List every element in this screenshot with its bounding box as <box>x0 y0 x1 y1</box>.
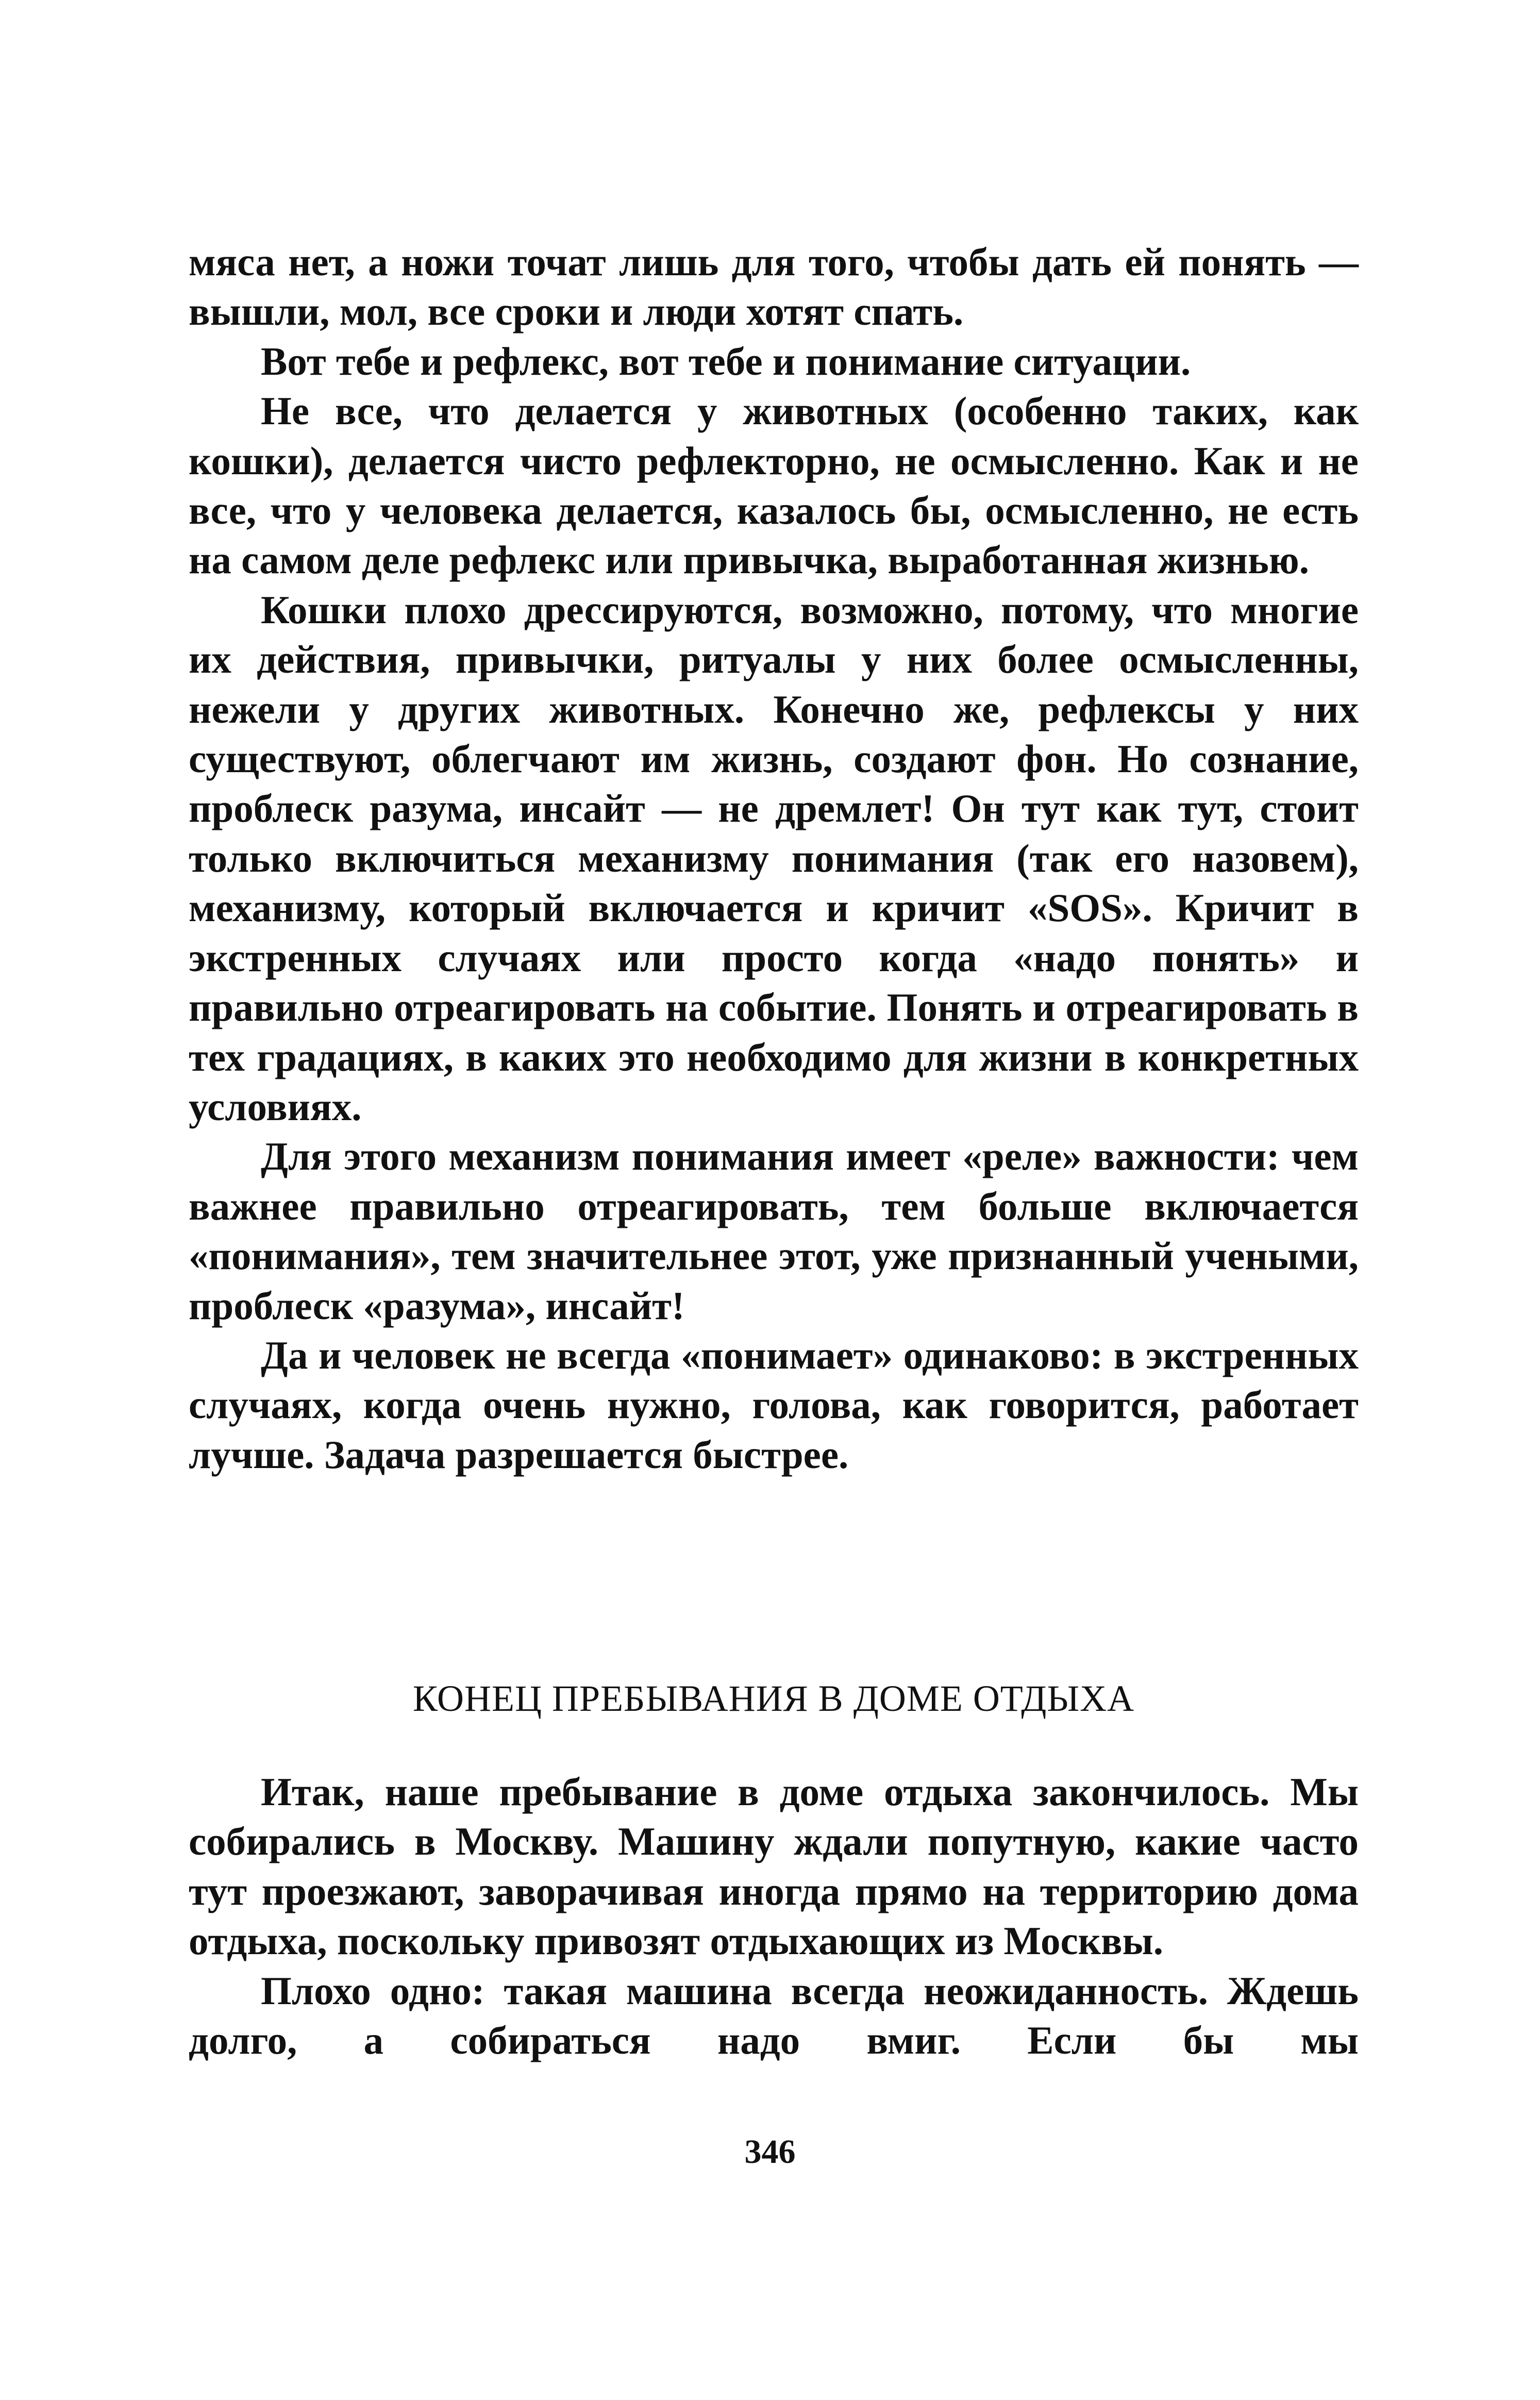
paragraph-5: Для этого механизм понимания имеет «реле» важности: чем важнее правильно отреагировать, тем больше включается «понимания», тем значительнее этот, уже признанный учеными, проблеск «разума», инсайт! <box>189 1134 1359 1328</box>
page-number: 346 <box>744 2133 796 2171</box>
paragraph-1: мяса нет, а ножи точат лишь для того, чтобы дать ей понять — вышли, мол, все сроки и люди хотят спать. <box>189 240 1359 334</box>
section-heading: КОНЕЦ ПРЕБЫВАНИЯ В ДОМЕ ОТДЫХА <box>412 1678 1135 1719</box>
body-text-top <box>189 237 1359 1479</box>
body-text-bottom <box>189 1767 1359 2065</box>
paragraph-7: Итак, наше пребывание в доме отдыха закончилось. Мы собирались в Москву. Машину ждали попутную, какие часто тут проезжают, заворачивая иногда прямо на территорию дома отдыха, поскольку привозят отдыхающих из Москвы. <box>189 1770 1359 1963</box>
paragraph-3: Не все, что делается у животных (особенно таких, как кошки), делается чисто рефлекторно, не осмысленно. Как и не все, что у человека делается, казалось бы, осмысленно, не есть на самом деле рефлекс или привычка, выработанная жизнью. <box>189 389 1359 582</box>
paragraph-4: Кошки плохо дрессируются, возможно, потому, что многие их действия, привычки, ритуалы у них более осмысленны, нежели у других животных. Конечно же, рефлексы у них существуют, облегчают им жизнь, создают фон. Но сознание, проблеск разума, инсайт — не дремлет! Он тут как тут, стоит только включиться механизму понимания (так его назовем), механизму, который включается и кричит «SOS». Кричит в экстренных случаях или просто когда «надо понять» и правильно отреагировать на событие. Понять и отреагировать в тех градациях, в каких это необходимо для жизни в конкретных условиях. <box>189 587 1359 1129</box>
paragraph-6: Да и человек не всегда «понимает» одинаково: в экстренных случаях, когда очень нужно, голова, как говорится, работает лучше. Задача разрешается быстрее. <box>189 1332 1359 1477</box>
paragraph-2: Вот тебе и рефлекс, вот тебе и понимание ситуации. <box>261 339 1191 384</box>
paragraph-8: Плохо одно: такая машина всегда неожиданность. Ждешь долго, а собираться надо вмиг. Если бы мы <box>189 1968 1359 2063</box>
